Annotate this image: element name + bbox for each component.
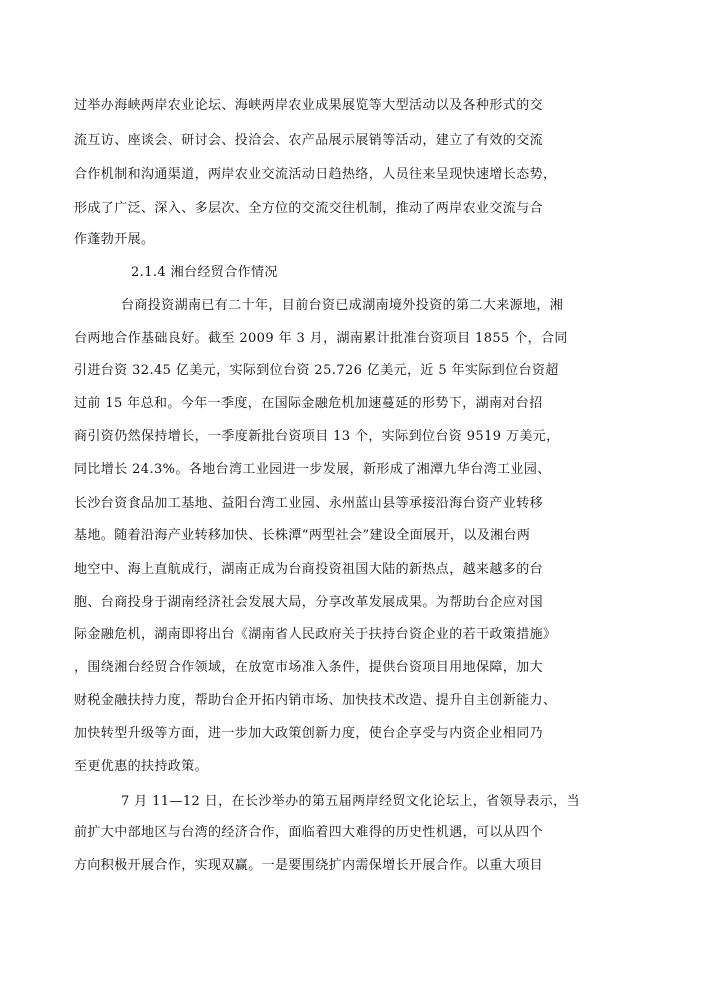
paragraph-2-line: 过前 15 年总和。今年一季度，在国际金融危机加速蔓延的形势下，湖南对台招 (74, 396, 543, 411)
paragraph-1-line: 合作机制和沟通渠道，两岸农业交流活动日趋热络，人员往来呈现快速增长态势， (74, 167, 557, 182)
paragraph-2-line: 长沙台资食品加工基地、益阳台湾工业园、永州蓝山县等承接沿海台资产业转移 (74, 496, 544, 511)
paragraph-2-line: 财税金融扶持力度，帮助台企开拓内销市场、加快技术改造、提升自主创新能力、 (74, 693, 557, 708)
paragraph-2-line: 台两地合作基础良好。截至 2009 年 3 月，湖南累计批准台资项目 1855 个，合同 (74, 331, 568, 346)
paragraph-2-line: 商引资仍然保持增长，一季度新批台资项目 13 个，实际到位台资 9519 万美元， (74, 429, 560, 444)
paragraph-3-line: 7 月 11—12 日，在长沙举办的第五届两岸经贸文化论坛上，省领导表示，当 (121, 794, 580, 809)
paragraph-2-line: 基地。随着沿海产业转移加快、长株潭“两型社会”建设全面展开，以及湘台两 (74, 528, 531, 543)
paragraph-2-line: 加快转型升级等方面，进一步加大政策创新力度，使台企享受与内资企业相同乃 (74, 726, 544, 741)
paragraph-3-line: 方向积极开展合作，实现双赢。一是要围绕扩内需保增长开展合作。以重大项目 (74, 858, 544, 873)
paragraph-2-line: 地空中、海上直航成行，湖南正成为台商投资祖国大陆的新热点，越来越多的台 (74, 562, 544, 577)
paragraph-1-line: 流互访、座谈会、研讨会、投洽会、农产品展示展销等活动，建立了有效的交流 (74, 133, 544, 148)
paragraph-1-line: 过举办海峡两岸农业论坛、海峡两岸农业成果展览等大型活动以及各种形式的交 (74, 98, 544, 113)
paragraph-2-line: 至更优惠的扶持政策。 (74, 759, 209, 774)
paragraph-1-line: 作蓬勃开展。 (74, 232, 155, 247)
paragraph-2-line: 同比增长 24.3%。各地台湾工业园进一步发展，新形成了湘潭九华台湾工业园、 (74, 462, 551, 477)
paragraph-1-line: 形成了广泛、深入、多层次、全方位的交流交往机制，推动了两岸农业交流与合 (74, 201, 544, 216)
paragraph-2-line: 引进台资 32.45 亿美元，实际到位台资 25.726 亿美元，近 5 年实际到位台资超 (74, 363, 559, 378)
paragraph-3-line: 前扩大中部地区与台湾的经济合作，面临着四大难得的历史性机遇，可以从四个 (74, 825, 544, 840)
paragraph-2-line: 胞、台商投身于湖南经济社会发展大局，分享改革发展成果。为帮助台企应对国 (74, 595, 544, 610)
paragraph-2-line: ，围绕湘台经贸合作领域，在放宽市场准入条件，提供台资项目用地保障，加大 (74, 660, 544, 675)
paragraph-2-line: 际金融危机，湖南即将出台《湖南省人民政府关于扶持台资企业的若干政策措施》 (74, 627, 557, 642)
section-heading: 2.1.4 湘台经贸合作情况 (131, 265, 278, 280)
paragraph-2-line: 台商投资湖南已有二十年，目前台资已成湖南境外投资的第二大来源地，湘 (121, 298, 564, 313)
